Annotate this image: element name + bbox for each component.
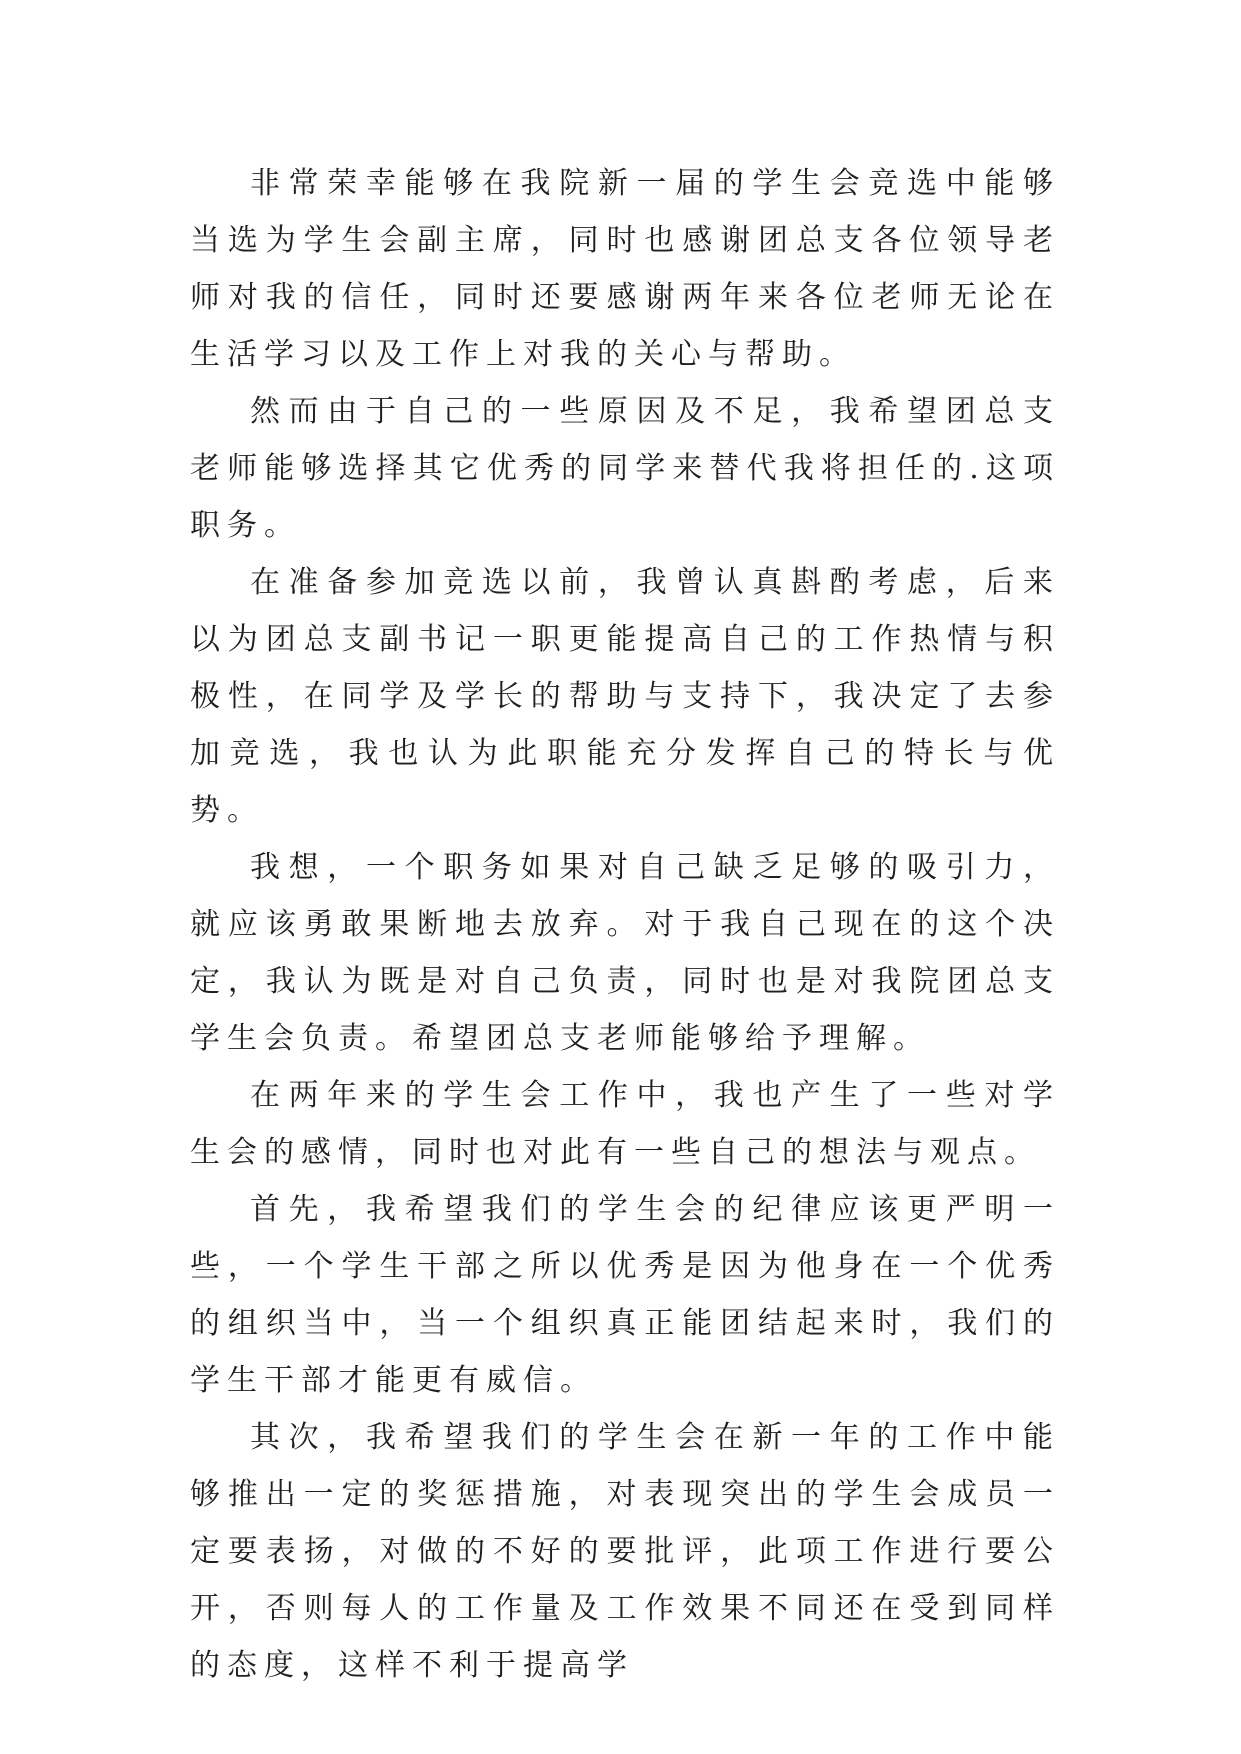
paragraph-2: 然而由于自己的一些原因及不足，我希望团总支老师能够选择其它优秀的同学来替代我将担任的.这项职务。 bbox=[190, 394, 1060, 543]
paragraph-1: 非常荣幸能够在我院新一届的学生会竞选中能够当选为学生会副主席，同时也感谢团总支各位领导老师对我的信任，同时还要感谢两年来各位老师无论在生活学习以及工作上对我的关心与帮助。 bbox=[190, 166, 1060, 372]
paragraph-6: 首先，我希望我们的学生会的纪律应该更严明一些，一个学生干部之所以优秀是因为他身在一个优秀的组织当中，当一个组织真正能团结起来时，我们的学生干部才能更有威信。 bbox=[190, 1192, 1060, 1398]
document-body bbox=[190, 155, 1060, 1694]
paragraph-7: 其次，我希望我们的学生会在新一年的工作中能够推出一定的奖惩措施，对表现突出的学生会成员一定要表扬，对做的不好的要批评，此项工作进行要公开，否则每人的工作量及工作效果不同还在受到同样的态度，这样不利于提高学 bbox=[190, 1420, 1060, 1683]
paragraph-4: 我想，一个职务如果对自己缺乏足够的吸引力，就应该勇敢果断地去放弃。对于我自己现在的这个决定，我认为既是对自己负责，同时也是对我院团总支学生会负责。希望团总支老师能够给予理解。 bbox=[190, 850, 1060, 1056]
paragraph-3: 在准备参加竞选以前，我曾认真斟酌考虑，后来以为团总支副书记一职更能提高自己的工作热情与积极性，在同学及学长的帮助与支持下，我决定了去参加竞选，我也认为此职能充分发挥自己的特长与优势。 bbox=[190, 565, 1060, 828]
paragraph-5: 在两年来的学生会工作中，我也产生了一些对学生会的感情，同时也对此有一些自己的想法与观点。 bbox=[190, 1078, 1060, 1170]
